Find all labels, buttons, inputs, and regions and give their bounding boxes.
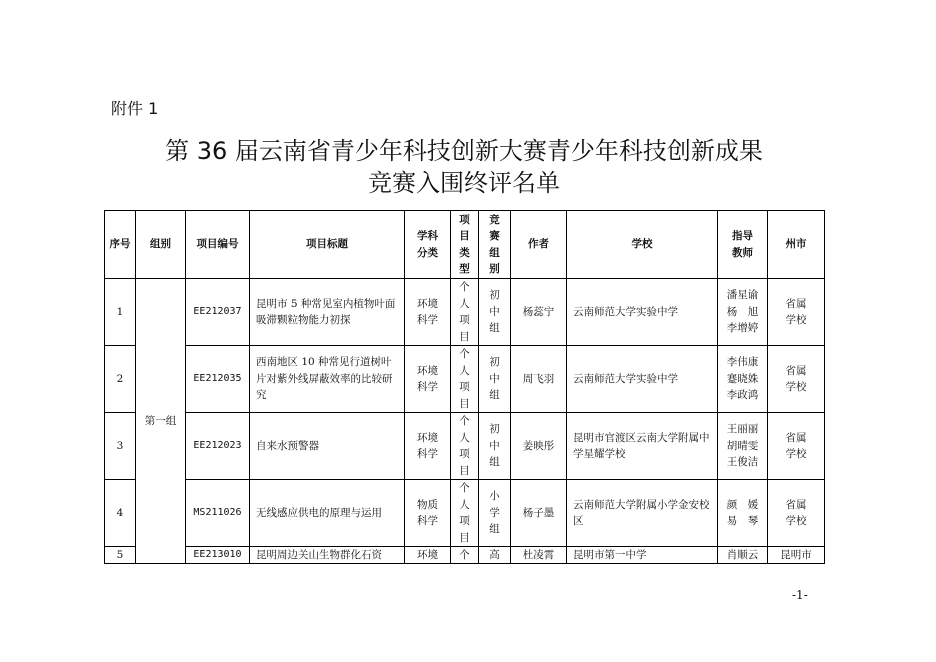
project-type: 个人项目 — [451, 480, 479, 547]
author: 姜映彤 — [511, 413, 567, 480]
project-code: EE212037 — [186, 279, 250, 346]
region: 省属学校 — [768, 413, 825, 480]
project-code: EE213010 — [186, 547, 250, 564]
table-row — [105, 480, 825, 547]
teachers — [718, 279, 768, 346]
row-no: 1 — [105, 279, 136, 346]
project-code: MS211026 — [186, 480, 250, 547]
teacher: 李伟康 — [726, 356, 759, 369]
document-title-line-2: 竞赛入围终评名单 — [368, 169, 560, 197]
teacher: 李增婷 — [726, 322, 759, 335]
competition-level: 初中组 — [479, 346, 511, 413]
header-code: 项目编号 — [186, 211, 250, 279]
project-title: 自来水预警器 — [250, 413, 405, 480]
header-teacher: 指导教师 — [718, 211, 768, 279]
document-title-line-1: 第 36 届云南省青少年科技创新大赛青少年科技创新成果 — [165, 137, 763, 165]
teacher: 王丽丽 — [726, 423, 759, 436]
subject: 物质科学 — [405, 480, 451, 547]
teacher: 蹇晓姝 — [726, 372, 759, 385]
author: 杨子墨 — [511, 480, 567, 547]
subject: 环境 — [405, 547, 451, 564]
row-no: 4 — [105, 480, 136, 547]
teacher: 王俊洁 — [726, 456, 759, 469]
table-row — [105, 547, 825, 564]
table-header-row — [105, 211, 825, 279]
teacher: 李政鸿 — [726, 389, 759, 402]
teachers — [718, 480, 768, 547]
table-row — [105, 346, 825, 413]
header-author: 作者 — [511, 211, 567, 279]
teacher: 杨 旭 — [726, 305, 759, 318]
row-no: 2 — [105, 346, 136, 413]
row-no: 5 — [105, 547, 136, 564]
project-title: 昆明市 5 种常见室内植物叶面吸滞颗粒物能力初探 — [250, 279, 405, 346]
project-code: EE212035 — [186, 346, 250, 413]
teacher: 颜 媛 — [726, 498, 759, 511]
competition-level: 初中组 — [479, 413, 511, 480]
table-row — [105, 279, 825, 346]
author: 周飞羽 — [511, 346, 567, 413]
author: 杨蕊宁 — [511, 279, 567, 346]
region: 昆明市 — [768, 547, 825, 564]
school: 云南师范大学实验中学 — [567, 346, 718, 413]
project-type: 个人项目 — [451, 279, 479, 346]
header-title: 项目标题 — [250, 211, 405, 279]
header-school: 学校 — [567, 211, 718, 279]
subject: 环境科学 — [405, 346, 451, 413]
header-type: 项目类型 — [451, 211, 479, 279]
school: 昆明市第一中学 — [567, 547, 718, 564]
header-level: 竞赛组别 — [479, 211, 511, 279]
teachers — [718, 413, 768, 480]
competition-level: 初中组 — [479, 279, 511, 346]
attachment-label: 附件 1 — [111, 99, 159, 118]
teacher: 胡晴雯 — [726, 439, 759, 452]
project-title: 西南地区 10 种常见行道树叶片对紫外线屏蔽效率的比较研究 — [250, 346, 405, 413]
project-type: 个人项目 — [451, 413, 479, 480]
project-title: 昆明周边关山生物群化石资 — [250, 547, 405, 564]
group-cell: 第一组 — [136, 279, 186, 564]
competition-level: 小学组 — [479, 480, 511, 547]
header-group: 组别 — [136, 211, 186, 279]
project-title: 无线感应供电的原理与运用 — [250, 480, 405, 547]
table-row — [105, 413, 825, 480]
school: 云南师范大学实验中学 — [567, 279, 718, 346]
competition-level: 高 — [479, 547, 511, 564]
teacher: 肖顺云 — [718, 547, 768, 564]
header-region: 州市 — [768, 211, 825, 279]
header-subject: 学科分类 — [405, 211, 451, 279]
author: 杜凌霄 — [511, 547, 567, 564]
row-no: 3 — [105, 413, 136, 480]
region: 省属学校 — [768, 480, 825, 547]
school: 云南师范大学附属小学金安校区 — [567, 480, 718, 547]
region: 省属学校 — [768, 279, 825, 346]
region: 省属学校 — [768, 346, 825, 413]
subject: 环境科学 — [405, 279, 451, 346]
page-number: -1- — [792, 588, 808, 602]
subject: 环境科学 — [405, 413, 451, 480]
finalist-table — [104, 210, 825, 564]
teacher: 易 琴 — [726, 515, 759, 527]
teacher: 潘星谕 — [726, 289, 759, 302]
teachers — [718, 346, 768, 413]
project-type: 个人项目 — [451, 346, 479, 413]
school: 昆明市官渡区云南大学附属中学星耀学校 — [567, 413, 718, 480]
project-type: 个 — [451, 547, 479, 564]
project-code: EE212023 — [186, 413, 250, 480]
header-no: 序号 — [105, 211, 136, 279]
